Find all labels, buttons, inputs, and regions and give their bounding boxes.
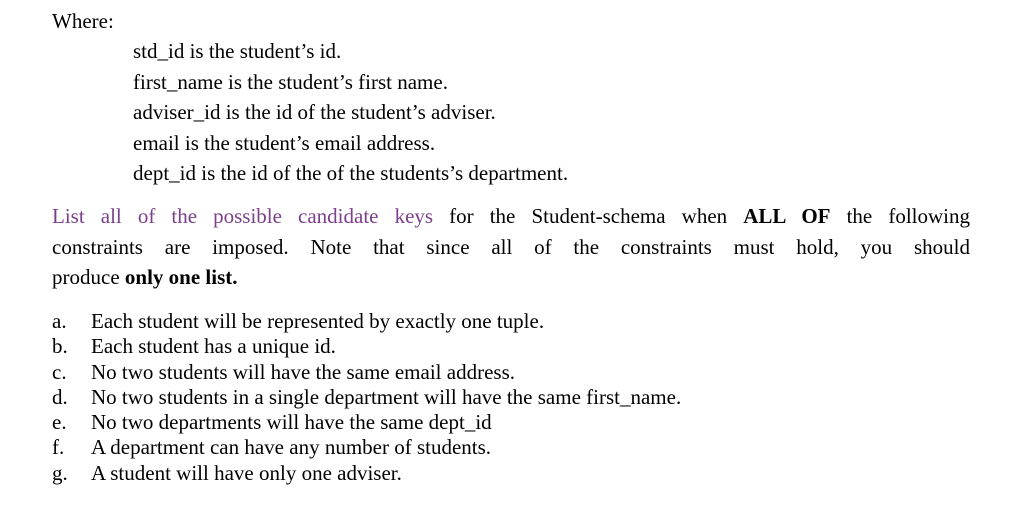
question-paragraph (52, 201, 970, 293)
constraint-marker: d. (52, 385, 68, 409)
question-line-3 (52, 262, 970, 293)
question-highlight: List all of the possible candidate keys (52, 204, 434, 228)
constraint-marker: e. (52, 410, 67, 434)
question-line-2: constraints are imposed. Note that since all of the constraints must hold, you should (52, 234, 970, 259)
definition-std-id: std_id is the student’s id. (133, 39, 342, 63)
question-line-1 (52, 201, 970, 232)
constraint-text: Each student will be represented by exactly one tuple. (91, 309, 545, 333)
definition-adviser-id: adviser_id is the id of the student’s adviser. (133, 100, 496, 124)
question-text-2: the following (830, 204, 970, 228)
definition-dept-id: dept_id is the id of the of the students’s department. (133, 161, 569, 185)
where-label: Where: (52, 9, 114, 33)
constraint-text: Each student has a unique id. (91, 334, 336, 358)
constraint-text: No two students in a single department will have the same first_name. (91, 385, 682, 409)
definition-email: email is the student’s email address. (133, 131, 436, 155)
constraint-text: No two students will have the same email address. (91, 360, 515, 384)
question-text-3: produce (52, 265, 125, 289)
constraint-marker: g. (52, 461, 68, 485)
constraint-marker: c. (52, 360, 67, 384)
constraint-text: A student will have only one adviser. (91, 461, 402, 485)
constraint-marker: a. (52, 309, 67, 333)
definition-first-name: first_name is the student’s first name. (133, 70, 448, 94)
question-bold-all-of: ALL OF (743, 204, 831, 228)
constraint-text: No two departments will have the same dept_id (91, 410, 492, 434)
constraint-marker: b. (52, 334, 68, 358)
constraint-marker: f. (52, 435, 65, 459)
question-text-1: for the Student-schema when (433, 204, 744, 228)
constraint-text: A department can have any number of students. (91, 435, 492, 459)
question-bold-only-one-list: only one list. (124, 265, 238, 289)
